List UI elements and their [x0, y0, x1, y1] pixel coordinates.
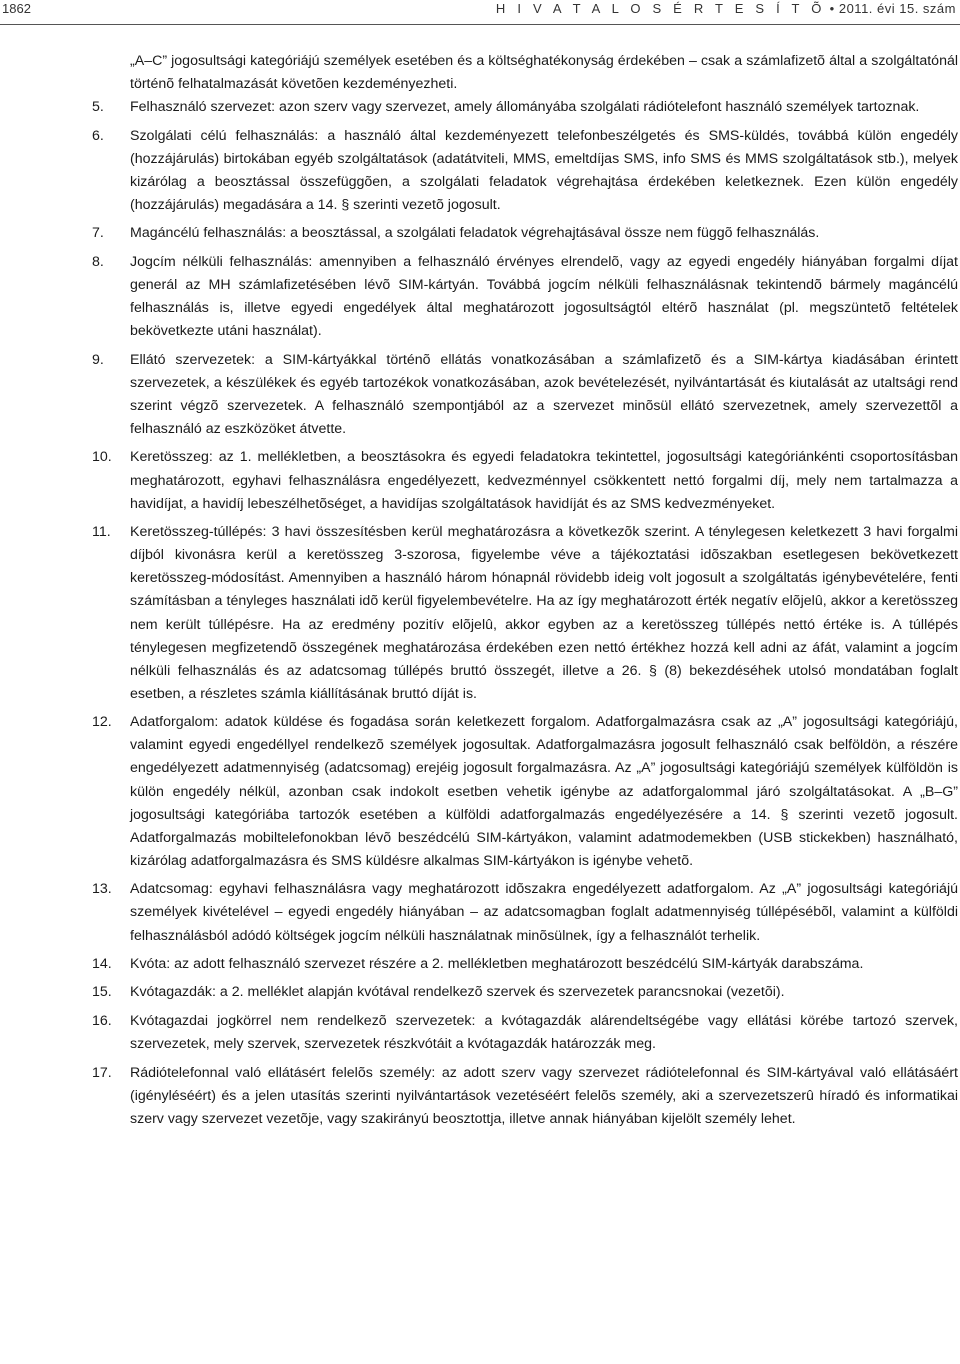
list-item [90, 1010, 958, 1056]
item-number: 8. [92, 253, 104, 270]
item-text: Szolgálati célú felhasználás: a használó által kezdeményezett telefonbeszélgetés és SMS-küldés, továbbá külön engedély (hozzájárulás) birtokában egyéb szolgáltatások (adatátviteli, MMS, emeltdíjas SMS, info SMS és MMS szolgáltatások stb.), melyek kizárólag a beosztással összefüggõen, a szolgálati feladatok végrehajtása érdekében keletkeznek. Ezen külön engedély (hozzájárulás) megadására a 14. § szerinti vezetõ jogosult. [130, 127, 958, 213]
item-number: 11. [92, 524, 111, 541]
list-item [90, 953, 958, 976]
list-item [90, 711, 958, 873]
item-number: 9. [92, 351, 104, 368]
item-text: Magáncélú felhasználás: a beosztással, a szolgálati feladatok végrehajtásával össze nem függõ felhasználás. [130, 225, 820, 242]
item-number: 14. [92, 955, 112, 972]
item-text: Felhasználó szervezet: azon szerv vagy szervezet, amely állományába szolgálati rádiótelefont használó személyek tartoznak. [130, 99, 920, 116]
item-number: 6. [92, 127, 104, 144]
item-text: Adatcsomag: egyhavi felhasználásra vagy meghatározott idõszakra engedélyezett adatforgalom. Az „A” jogosultsági kategóriájú személyek kivételével – egyedi engedély hiányában – az adatcsomagban foglalt adatmennyiség túllépésébõl, valamint a külföldi felhasználásból adódó költségek jogcím nélküli használatnak minõsülnek, így a felhasználót terhelik. [130, 881, 958, 944]
item-number: 16. [92, 1012, 112, 1029]
item-text: Adatforgalom: adatok küldése és fogadása során keletkezett forgalom. Adatforgalmazásra csak az „A” jogosultsági kategóriájú, valamint egyedi engedéllyel rendelkezõ személyek jogosultak. Adatforgalmazásra jogosult felhasználó csak belföldön, a részére engedélyezett adatmennyiség (adatcsomag) erejéig jogosult forgalmazásra. Az „A” jogosultsági kategóriájú személyek külföldön is külön engedély nélkül, azonban csak indokolt esetben vehetik igénybe az adatforgalommal járó szolgáltatásokat. A „B–G” jogosultsági kategóriába tartozók esetében a külföldi adatforgalmazás engedélyezésére a 14. § szerinti vezetõ jogosult. Adatforgalmazás mobiltelefonokban lévõ beszédcélú SIM-kártyákon, valamint adatmodemekben (USB stickekben) használható, kizárólag adatforgalmazásra és SMS küldésre alkalmas SIM-kártyákon is igénybe vehetõ. [130, 714, 958, 869]
list-item [90, 1062, 958, 1131]
running-head [496, 1, 956, 16]
document-body [90, 50, 958, 1136]
item-text: Kvótagazdai jogkörrel nem rendelkezõ szervezetek: a kvótagazdák alárendeltségébe vagy ellátási körébe tartozó szervek, szervezetek, mely szervek, szervezetek részkvótáit a kvótagazdák határozzák meg. [130, 1012, 958, 1053]
item-number: 15. [92, 984, 112, 1001]
list-item [90, 981, 958, 1004]
list-item [90, 878, 958, 947]
item-number: 13. [92, 881, 112, 898]
definition-list [90, 96, 958, 1131]
publication-title: H I V A T A L O S É R T E S Í T Õ [495, 1, 826, 16]
item-number: 10. [92, 449, 112, 466]
item-text: Rádiótelefonnal való ellátásért felelõs személy: az adott szerv vagy szervezet rádiótelefonnal és SIM-kártyával való ellátásáért (igényléséért) és a jelen utasítás szerinti nyilvántartások vezetéséért felelõs személy, aki a szervezetszerû híradó és informatikai szerv vagy szervezet vezetõje, vagy szakirányú beosztottja, illetve annak hiányában kijelölt személy lehet. [130, 1064, 958, 1127]
item-number: 17. [92, 1064, 112, 1081]
item-number: 7. [92, 225, 104, 242]
item-text: Keretösszeg-túllépés: 3 havi összesítésben kerül meghatározásra a következõk szerint. A ténylegesen keletkezett 3 havi forgalmi díjból kivonásra kerül a keretösszeg 3-szorosa, figyelembe véve a tájékoztatási idõszakban esetlegesen bekövetkezett keretösszeg-módosítást. Amennyiben a használó három hónapnál rövidebb ideig volt jogosult a szolgáltatás igénybevételére, fenti számításban a tényleges használati idõ kerül figyelembevételre. Ha az így meghatározott érték negatív elõjelû, akkor a keretösszeg nem került túllépésre. Ha az eredmény pozitív elõjelû, akkor egyben az a keretösszeg túllépés nettó értéke is. A túllépés ténylegesen megfizetendõ összegének meghatározása érdekében ezen nettó értékhez hozzá kell adni az áfát, valamint a jogcím nélküli felhasználás és az adatcsomag túllépés bruttó összegét, illetve a 26. § (8) bekezdéséhek utolsó mondatában foglalt esetben, a részletes számla kiállításának bruttó díját is. [130, 524, 958, 702]
item-number: 5. [92, 99, 104, 116]
list-item [90, 446, 958, 515]
list-item [90, 96, 958, 119]
page-number: 1862 [2, 1, 31, 16]
item-text: Ellátó szervezetek: a SIM-kártyákkal történõ ellátás vonatkozásában a számlafizetõ és a SIM-kártya kiadásában érintett szervezetek, a készülékek és egyéb tartozékok vonatkozásában, azok bevételezését, nyilvántartását és kiutalását az utaltsági rend szerint végzõ szervezetek. A felhasználó szempontjából az a szervezet minõsül ellátó szervezetnek, amely szervezettõl a felhasználó az eszközöket átvette. [130, 351, 958, 437]
list-item [90, 349, 958, 441]
issue-label: 2011. évi 15. szám [838, 1, 956, 16]
list-item [90, 222, 958, 245]
intro-paragraph: „A–C” jogosultsági kategóriájú személyek esetében és a költséghatékonyság érdekében – csak a számlafizetõ által a szolgáltatónál történõ felhatalmazását követõen kezdeményezheti. [130, 53, 958, 93]
item-text: Kvóta: az adott felhasználó szervezet részére a 2. mellékletben meghatározott beszédcélú SIM-kártyák darabszáma. [130, 955, 864, 972]
list-item [90, 521, 958, 706]
item-text: Keretösszeg: az 1. mellékletben, a beosztásokra és egyedi feladatokra tekintettel, jogosultsági kategóriánkénti csoportosításban meghatározott, egyhavi felhasználásra engedélyezett, kedvezménnyel csökkentett nettó forgalmi díj, mely nem tartalmazza a havidíjat, a havidíj lebeszélhetõséget, a havidíjas szolgáltatások havidíját és az SMS kedvezményeket. [130, 449, 958, 512]
item-text: Kvótagazdák: a 2. melléklet alapján kvótával rendelkezõ szervek és szervezetek parancsnokai (vezetõi). [130, 984, 785, 1001]
list-item [90, 251, 958, 343]
item-number: 12. [92, 714, 112, 731]
header-separator: • [829, 1, 835, 16]
page-header [0, 0, 960, 25]
item-text: Jogcím nélküli felhasználás: amennyiben a felhasználó érvényes elrendelõ, vagy az egyedi engedély hiányában forgalmi díjat generál az MH számlafizetésében lévõ SIM-kártyán. Továbbá jogcím nélküli felhasználásnak tekintendõ bármely magáncélú felhasználás is, illetve egyedi engedélyek által meghatározott jogosultságtól eltérõ használat (pl. megszüntetõ feltételek bekövetkezte utáni használat). [130, 253, 958, 340]
list-item [90, 125, 958, 217]
